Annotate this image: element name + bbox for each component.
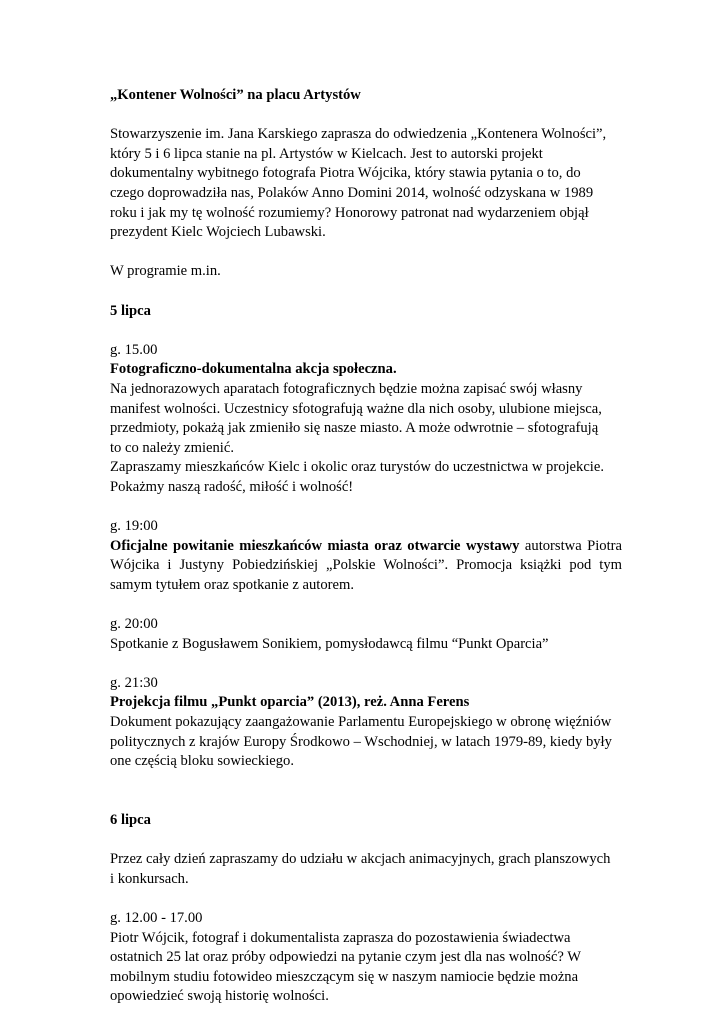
spacer — [110, 772, 622, 811]
event-block — [110, 517, 622, 595]
event-title-rest: autorstwa Piotra — [519, 537, 622, 554]
event-block — [110, 615, 622, 654]
event-text-line: przedmioty, pokażą jak zmieniło się nasze miasto. A może odwrotnie – sfotografują — [110, 420, 599, 437]
spacer — [110, 321, 622, 341]
event-time: g. 21:30 — [110, 674, 158, 691]
spacer — [110, 889, 622, 909]
event-text-line: to co należy zmienić. — [110, 439, 234, 456]
event-title: Projekcja filmu „Punkt oparcia” (2013), reż. Anna Ferens — [110, 694, 470, 711]
event-text-line: Na jednorazowych aparatach fotograficznych będzie można zapisać swój własny — [110, 380, 583, 397]
event-text-line: samym tytułem oraz spotkanie z autorem. — [110, 576, 354, 593]
event-text-line: ostatnich 25 lat oraz próby odpowiedzi na pytanie czym jest dla nas wolność? W — [110, 949, 582, 966]
event-title: Oficjalne powitanie mieszkańców miasta oraz otwarcie wystawy — [110, 537, 520, 554]
spacer — [110, 243, 622, 263]
intro-line: roku i jak my tę wolność rozumiemy? Honorowy patronat nad wydarzeniem objął — [110, 204, 589, 221]
day-intro — [110, 850, 622, 889]
event-text-line: Spotkanie z Bogusławem Sonikiem, pomysłodawcą filmu “Punkt Oparcia” — [110, 635, 549, 652]
day-heading: 6 lipca — [110, 811, 151, 828]
event-text-line: opowiedzieć swoją historię wolności. — [110, 988, 329, 1005]
program-label: W programie m.in. — [110, 263, 221, 280]
event-title: Fotograficzno-dokumentalna akcja społeczna. — [110, 361, 397, 378]
spacer — [110, 595, 622, 615]
event-block — [110, 909, 622, 1007]
day-intro-line: Przez cały dzień zapraszamy do udziału w akcjach animacyjnych, grach planszowych — [110, 851, 611, 868]
event-text-line: politycznych z krajów Europy Środkowo – Wschodniej, w latach 1979-89, kiedy były — [110, 733, 612, 750]
intro-line: prezydent Kielc Wojciech Lubawski. — [110, 224, 326, 241]
event-text-line: manifest wolności. Uczestnicy sfotografują ważne dla nich osoby, ulubione miejsca, — [110, 400, 602, 417]
event-block — [110, 674, 622, 772]
event-text-line: Pokażmy naszą radość, miłość i wolność! — [110, 478, 354, 495]
event-text-line: Zapraszamy mieszkańców Kielc i okolic oraz turystów do uczestnictwa w projekcie. — [110, 459, 604, 476]
event-block — [110, 341, 622, 498]
spacer — [110, 654, 622, 674]
event-text-line: one częścią bloku sowieckiego. — [110, 753, 294, 770]
spacer — [110, 282, 622, 302]
intro-line: czego doprowadziła nas, Polaków Anno Domini 2014, wolność odzyskana w 1989 — [110, 184, 594, 201]
intro-line: Stowarzyszenie im. Jana Karskiego zaprasza do odwiedzenia „Kontenera Wolności”, — [110, 126, 607, 143]
spacer — [110, 831, 622, 851]
spacer — [110, 497, 622, 517]
event-time: g. 12.00 - 17.00 — [110, 909, 203, 926]
event-text-line: mobilnym studiu fotowideo mieszczącym się w naszym namiocie będzie można — [110, 968, 579, 985]
event-title-line — [110, 537, 622, 557]
intro-paragraph — [110, 125, 622, 243]
day-intro-line: i konkursach. — [110, 870, 189, 887]
day-heading: 5 lipca — [110, 302, 151, 319]
spacer — [110, 106, 622, 126]
event-text-line: Piotr Wójcik, fotograf i dokumentalista zaprasza do pozostawienia świadectwa — [110, 929, 571, 946]
event-time: g. 19:00 — [110, 518, 158, 535]
event-text-line: Wójcika i Justyny Pobiedzińskiej „Polskie Wolności”. Promocja książki pod tym — [110, 557, 622, 574]
intro-line: który 5 i 6 lipca stanie na pl. Artystów w Kielcach. Jest to autorski projekt — [110, 145, 543, 162]
document-title: „Kontener Wolności” na placu Artystów — [110, 87, 361, 103]
document-page — [110, 86, 622, 1007]
event-text-line: Dokument pokazujący zaangażowanie Parlamentu Europejskiego w obronę więźniów — [110, 714, 612, 730]
intro-line: dokumentalny wybitnego fotografa Piotra Wójcika, który stawia pytania o to, do — [110, 165, 581, 182]
event-time: g. 15.00 — [110, 341, 158, 358]
event-time: g. 20:00 — [110, 616, 158, 633]
